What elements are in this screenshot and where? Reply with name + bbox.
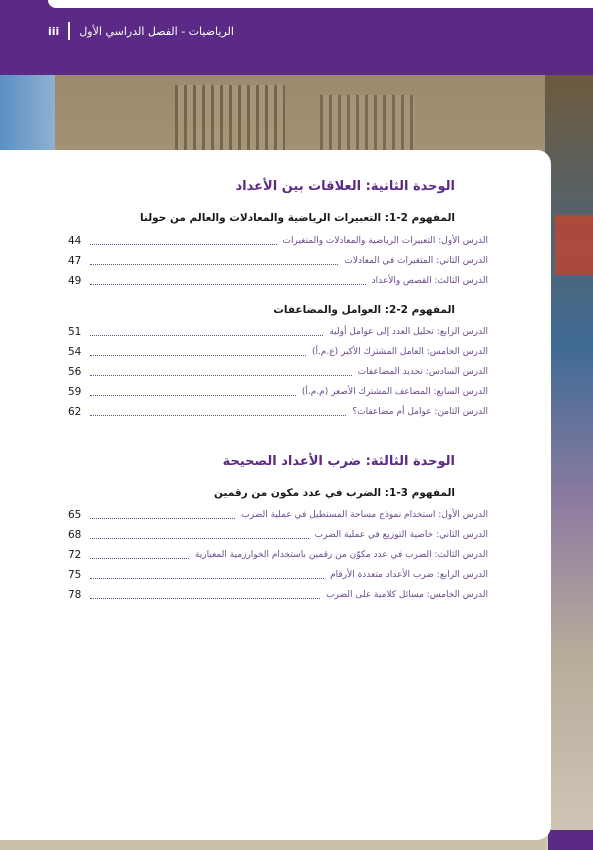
leader-dots bbox=[90, 531, 309, 539]
lesson-page: 78 bbox=[68, 589, 82, 601]
lesson-page: 59 bbox=[68, 386, 82, 398]
footer-accent-bar bbox=[548, 830, 593, 850]
concept-title: المفهوم 2-2: العوامل والمضاعفات bbox=[273, 304, 455, 316]
leader-dots bbox=[90, 511, 235, 519]
lesson-page: 68 bbox=[68, 529, 82, 541]
toc-card bbox=[0, 150, 551, 840]
leader-dots bbox=[90, 277, 366, 285]
header-top-edge bbox=[48, 0, 593, 8]
photo-blue-door bbox=[0, 75, 55, 155]
lesson-page: 54 bbox=[68, 346, 82, 358]
photo-hanging-cloth bbox=[555, 215, 593, 275]
lesson-title: الدرس الخامس: العامل المشترك الأكبر (ع.م.أ) bbox=[311, 347, 488, 357]
photo-street-strip bbox=[545, 75, 593, 850]
leader-dots bbox=[90, 388, 296, 396]
leader-dots bbox=[90, 408, 346, 416]
toc-entry[interactable] bbox=[68, 588, 488, 602]
toc-entry[interactable] bbox=[68, 385, 488, 399]
concept-title: المفهوم 3-1: الضرب في عدد مكون من رقمين bbox=[213, 487, 455, 499]
lesson-page: 51 bbox=[68, 326, 82, 338]
toc-entry[interactable] bbox=[68, 568, 488, 582]
lesson-page: 75 bbox=[68, 569, 82, 581]
photo-window-right bbox=[320, 95, 415, 155]
lesson-page: 47 bbox=[68, 255, 82, 267]
leader-dots bbox=[90, 348, 306, 356]
leader-dots bbox=[90, 328, 323, 336]
lesson-title: الدرس الثاني: خاصية التوزيع في عملية الضرب bbox=[314, 530, 488, 540]
lesson-page: 65 bbox=[68, 509, 82, 521]
lesson-title: الدرس الأول: استخدام نموذج مساحة المستطيل في عملية الضرب bbox=[241, 510, 488, 520]
running-header bbox=[48, 22, 234, 40]
concept-title: المفهوم 2-1: التعبيرات الرياضية والمعادلات والعالم من حولنا bbox=[139, 212, 455, 224]
leader-dots bbox=[90, 571, 324, 579]
page-number: iii bbox=[48, 24, 60, 38]
lesson-page: 44 bbox=[68, 235, 82, 247]
lesson-title: الدرس الثالث: القصص والأعداد bbox=[371, 276, 488, 286]
unit-title: الوحدة الثالثة: ضرب الأعداد الصحيحة bbox=[222, 454, 455, 469]
lesson-page: 56 bbox=[68, 366, 82, 378]
lesson-title: الدرس الأول: التعبيرات الرياضية والمعادلات والمتغيرات bbox=[282, 236, 488, 246]
toc-entry[interactable] bbox=[68, 365, 488, 379]
toc-entry[interactable] bbox=[68, 508, 488, 522]
lesson-title: الدرس الخامس: مسائل كلامية على الضرب bbox=[326, 590, 488, 600]
lesson-title: الدرس الثامن: عوامل أم مضاعفات؟ bbox=[352, 407, 488, 417]
toc-entry[interactable] bbox=[68, 548, 488, 562]
leader-dots bbox=[90, 237, 277, 245]
lesson-page: 72 bbox=[68, 549, 82, 561]
lesson-page: 62 bbox=[68, 406, 82, 418]
lesson-title: الدرس الرابع: ضرب الأعداد متعددة الأرقام bbox=[330, 570, 488, 580]
toc-entry[interactable] bbox=[68, 274, 488, 288]
lesson-title: الدرس السابع: المضاعف المشترك الأصغر (م.م.أ) bbox=[301, 387, 488, 397]
toc-entry[interactable] bbox=[68, 345, 488, 359]
lesson-title: الدرس الثالث: الضرب في عدد مكوّن من رقمين باستخدام الخوارزمية المعيارية bbox=[194, 550, 488, 560]
header-divider bbox=[68, 22, 70, 40]
leader-dots bbox=[90, 551, 189, 559]
unit-title: الوحدة الثانية: العلاقات بين الأعداد bbox=[235, 179, 455, 194]
toc-entry[interactable] bbox=[68, 405, 488, 419]
lesson-title: الدرس السادس: تحديد المضاعفات bbox=[357, 367, 488, 377]
lesson-page: 49 bbox=[68, 275, 82, 287]
toc-entry[interactable] bbox=[68, 234, 488, 248]
header-title: الرياضيات - الفصل الدراسي الأول bbox=[79, 24, 234, 38]
photo-window-left bbox=[175, 85, 285, 155]
leader-dots bbox=[90, 257, 338, 265]
lesson-title: الدرس الرابع: تحليل العدد إلى عوامل أولية bbox=[329, 327, 488, 337]
lesson-title: الدرس الثاني: المتغيرات في المعادلات bbox=[344, 256, 488, 266]
header-bar bbox=[0, 0, 593, 75]
toc-entry[interactable] bbox=[68, 325, 488, 339]
toc-entry[interactable] bbox=[68, 528, 488, 542]
leader-dots bbox=[90, 591, 320, 599]
leader-dots bbox=[90, 368, 352, 376]
toc-entry[interactable] bbox=[68, 254, 488, 268]
